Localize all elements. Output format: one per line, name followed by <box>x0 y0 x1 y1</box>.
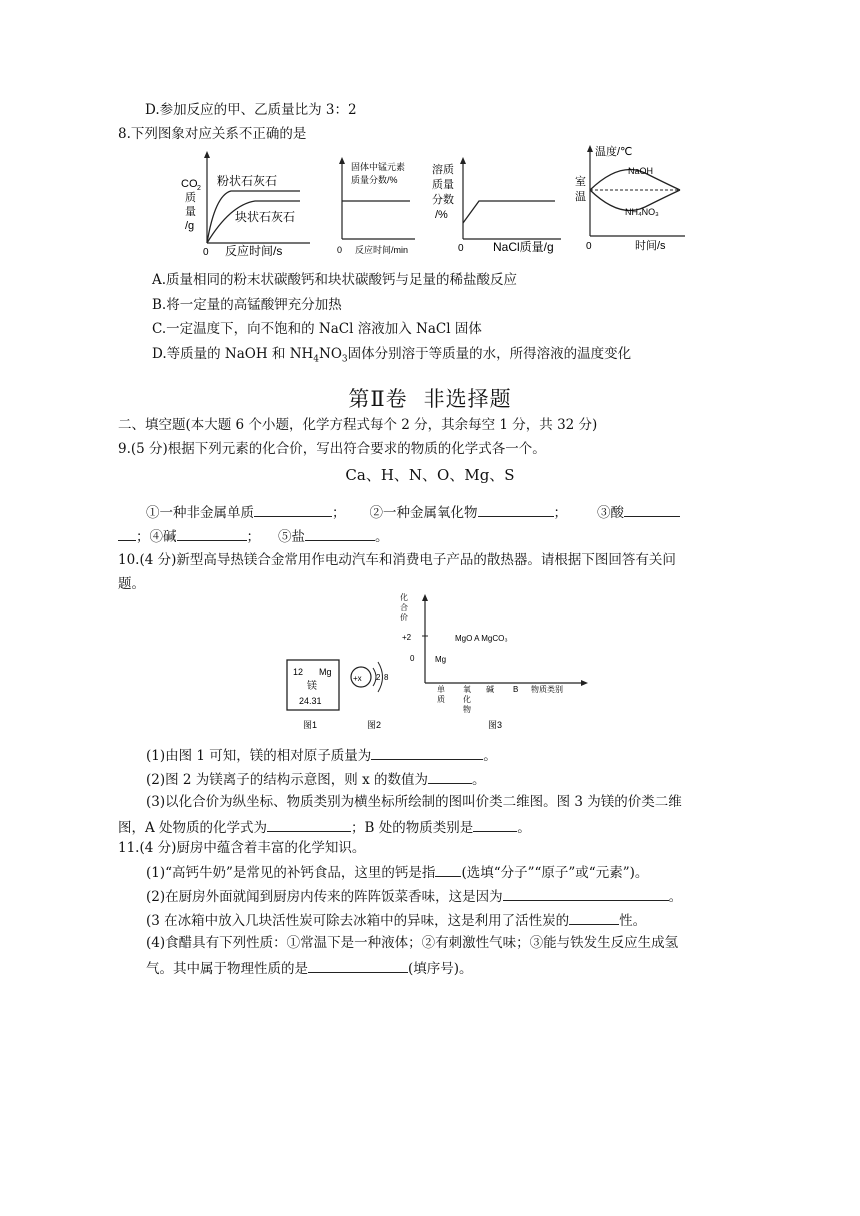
chart-d-ylabel: 温度/℃ <box>595 146 633 158</box>
q11-p3-text: (3 在冰箱中放入几块活性炭可除去冰箱中的异味，这是利用了活性炭的 <box>146 913 570 929</box>
q11-p2-end: 。 <box>668 889 683 905</box>
fig3-xcat-2b: 化 <box>463 695 471 704</box>
q10-p2-text: (2)图 2 为镁离子的结构示意图，则 x 的数值为 <box>146 772 428 788</box>
q11-p4a: (4)食醋具有下列性质：①常温下是一种液体；②有刺激性气味；③能与铁发生反应生成氢 <box>146 935 679 951</box>
chart-c-ylabel-3: 分数 <box>432 194 454 206</box>
q10-p3b-text: 图，A 处物质的化学式为 <box>118 820 268 836</box>
q9-sep2: ； <box>553 505 567 521</box>
chart-a-ylabel-2: 质 <box>185 192 196 204</box>
fig3-xcat-1a: 单 <box>437 685 445 694</box>
fig3-ytick-plus2: +2 <box>402 633 412 642</box>
q9-answer-3-cont[interactable] <box>118 526 136 541</box>
chart-c-line <box>463 201 555 223</box>
q9-b3-end: ；④碱 <box>136 529 177 545</box>
chart-d <box>575 144 685 252</box>
chart-a-xlabel: 反应时间/s <box>225 244 283 258</box>
fig1-mass: 24.31 <box>299 696 322 706</box>
chart-a <box>181 151 310 258</box>
q9-answer-3[interactable] <box>624 502 680 517</box>
q9-answer-2[interactable] <box>478 502 554 517</box>
fig3-xcat-2a: 氧 <box>463 685 471 694</box>
chart-d-label-nh4no3: NH₄NO₃ <box>625 207 659 217</box>
fig3-xcat-2c: 物 <box>463 705 471 714</box>
q11-p1-text: (1)“高钙牛奶”是常见的补钙食品，这里的钙是指 <box>146 865 436 881</box>
q9-b2: ②一种金属氧化物 <box>369 505 478 521</box>
q11-p1-end: (选填“分子”“原子”或“元素”)。 <box>461 865 649 881</box>
chart-a-label-powder: 粉状石灰石 <box>217 174 278 188</box>
q10-p2 <box>146 769 486 789</box>
fig2-caption: 图2 <box>367 720 382 730</box>
q9-line1 <box>146 502 680 522</box>
q10-answer-2[interactable] <box>428 769 472 784</box>
q8-charts <box>175 143 715 258</box>
chart-b-zero: 0 <box>337 245 343 255</box>
chart-c <box>432 157 561 254</box>
fig3-caption: 图3 <box>488 720 503 730</box>
q9-sep4: ； <box>246 529 260 545</box>
q8-option-d-post: 固体分别溶于等质量的水，所得溶液的温度变化 <box>347 346 632 362</box>
q11-answer-3[interactable] <box>569 910 619 925</box>
q8-option-d-sub1: 4 <box>313 354 320 365</box>
q11-answer-1[interactable] <box>435 862 461 877</box>
q11-answer-4[interactable] <box>308 958 408 973</box>
q8-option-a: A.质量相同的粉末状碳酸钙和块状碳酸钙与足量的稀盐酸反应 <box>152 272 518 288</box>
q10-p3a: (3)以化合价为纵坐标、物质类别为横坐标所绘制的图叫价类二维图。图 3 为镁的价类二维 <box>146 794 682 810</box>
chart-c-ylabel-1: 溶质 <box>432 164 454 176</box>
fig3-xcat-4: B <box>513 685 519 694</box>
chart-d-ref-2: 温 <box>575 191 586 203</box>
q9-answer-1[interactable] <box>254 502 332 517</box>
q8-option-b: B.将一定量的高锰酸钾充分加热 <box>152 297 342 313</box>
chart-d-xlabel: 时间/s <box>635 240 666 252</box>
q9-sep1: ； <box>332 505 346 521</box>
fig3-xcat-1b: 质 <box>437 695 445 704</box>
section-title-right: 非选择题 <box>423 387 512 411</box>
q8-option-c: C.一定温度下，向不饱和的 NaCl 溶液加入 NaCl 固体 <box>152 321 482 337</box>
q11-p3-end: 性。 <box>619 913 647 929</box>
chart-b <box>337 157 415 255</box>
q9-answer-5[interactable] <box>305 526 375 541</box>
fig3-valence-plot <box>400 592 588 730</box>
fig2-shell2: 8 <box>384 673 389 682</box>
q11-p1 <box>146 862 648 882</box>
chart-c-zero: 0 <box>458 243 464 254</box>
q8-option-d <box>152 345 631 369</box>
q9-line2 <box>118 526 389 546</box>
q10-p2-end: 。 <box>472 772 486 788</box>
fig1-caption: 图1 <box>303 720 318 730</box>
chart-c-ylabel-4: /% <box>435 209 448 221</box>
q10-stem-1: 10.(4 分)新型高导热镁合金常用作电动汽车和消费电子产品的散热器。请根据下图回答有关问 <box>118 552 676 568</box>
q9-end: 。 <box>375 529 389 545</box>
part2-heading: 二、填空题(本大题 6 个小题，化学方程式每个 2 分，其余每空 1 分，共 32 分) <box>118 417 598 433</box>
chart-a-label-lump: 块状石灰石 <box>235 210 296 224</box>
fig3-ylabel-3: 价 <box>400 613 408 622</box>
q11-p4b <box>146 958 473 978</box>
fig1-number: 12 <box>293 667 304 677</box>
q10-p1-end: 。 <box>483 748 497 764</box>
chart-a-ylabel-1: CO <box>181 178 198 190</box>
q10-p3b <box>118 817 531 837</box>
fig3-xcat-3: 碱 <box>486 685 494 694</box>
q10-p1-text: (1)由图 1 可知，镁的相对原子质量为 <box>146 748 372 764</box>
fig1-name: 镁 <box>307 681 317 692</box>
fig3-ytick-zero: 0 <box>410 654 415 663</box>
chart-c-xlabel: NaCl质量/g <box>493 240 554 254</box>
q10-stem-2: 题。 <box>118 576 145 592</box>
q8-option-d-mid: NO <box>319 346 342 362</box>
q9-b1: ①一种非金属单质 <box>146 505 254 521</box>
q10-figures <box>285 588 615 736</box>
fig2-ion-structure <box>351 662 389 730</box>
q7-option-d: D.参加反应的甲、乙质量比为 3：2 <box>145 102 357 118</box>
chart-d-ref-1: 室 <box>575 176 586 188</box>
q11-stem: 11.(4 分)厨房中蕴含着丰富的化学知识。 <box>118 840 366 856</box>
fig3-point-mg: Mg <box>435 655 447 664</box>
chart-b-ylabel-2: 质量分数/% <box>351 175 398 185</box>
q11-p2-text: (2)在厨房外面就闻到厨房内传来的阵阵饭菜香味，这是因为 <box>146 889 503 905</box>
q8-option-d-sub2: 3 <box>341 354 348 365</box>
fig2-shell1: 2 <box>376 673 381 682</box>
q10-p3b-end: 。 <box>517 820 531 836</box>
fig2-nucleus: +x <box>353 674 362 683</box>
q11-p4b-end: (填序号)。 <box>408 961 473 977</box>
chart-c-ylabel-2: 质量 <box>432 179 454 191</box>
chart-a-ylabel-sub: 2 <box>197 185 201 192</box>
fig3-ylabel-2: 合 <box>400 603 408 612</box>
fig3-ylabel-1: 化 <box>400 593 408 602</box>
chart-d-zero: 0 <box>586 241 592 252</box>
q10-p3b-mid: ；B 处的物质类别是 <box>351 820 474 836</box>
fig1-element-card <box>287 660 339 730</box>
section-title-left: 第Ⅱ卷 <box>348 387 408 411</box>
chart-a-ylabel-4: /g <box>185 220 195 232</box>
fig3-xlabel: 物质类别 <box>531 685 563 694</box>
q11-p3 <box>146 910 646 930</box>
q9-elements: Ca、H、N、O、Mg、S <box>345 466 515 484</box>
chart-a-zero: 0 <box>203 247 209 258</box>
section-title <box>0 383 860 413</box>
q11-p4b-text: 气。其中属于物理性质的是 <box>146 961 308 977</box>
fig1-symbol: Mg <box>319 667 332 677</box>
q10-answer-3[interactable] <box>267 817 351 832</box>
q8-option-d-pre: D.等质量的 NaOH 和 NH <box>152 346 314 362</box>
q9-b3: ③酸 <box>597 505 624 521</box>
fig3-points-plus2: MgO A MgCO₃ <box>455 634 508 643</box>
q9-b5: ⑤盐 <box>278 529 305 545</box>
chart-b-ylabel-1: 固体中锰元素 <box>351 162 406 172</box>
q9-answer-4[interactable] <box>177 526 247 541</box>
chart-b-xlabel: 反应时间/min <box>355 245 409 255</box>
chart-a-ylabel-3: 量 <box>185 206 196 218</box>
q8-stem: 8.下列图象对应关系不正确的是 <box>118 126 307 142</box>
q11-answer-2[interactable] <box>503 886 669 901</box>
chart-d-label-naoh: NaOH <box>628 166 654 176</box>
q10-p1 <box>146 745 497 765</box>
q10-answer-4[interactable] <box>473 817 517 832</box>
q9-stem: 9.(5 分)根据下列元素的化合价，写出符合要求的物质的化学式各一个。 <box>118 441 546 457</box>
q10-answer-1[interactable] <box>371 745 483 760</box>
q11-p2 <box>146 886 682 906</box>
